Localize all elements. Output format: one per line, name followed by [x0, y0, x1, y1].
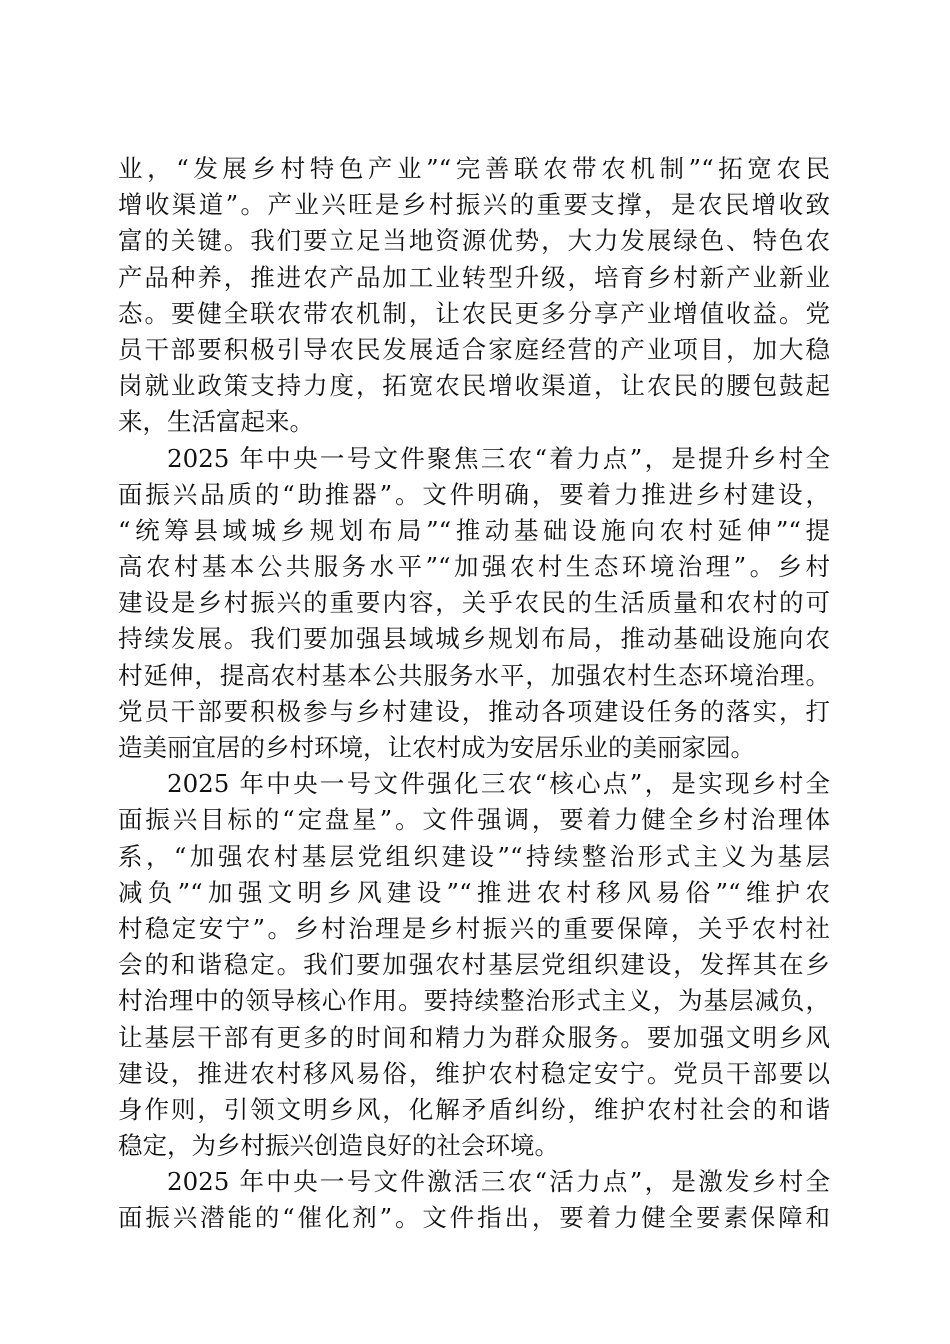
text-line: 面振兴潜能的“催化剂”。文件指出，要着力健全要素保障和 [118, 1203, 830, 1233]
text-line: 让基层干部有更多的时间和精力为群众服务。要加强文明乡风 [118, 1022, 830, 1052]
text-line: 富的关键。我们要立足当地资源优势，大力发展绿色、特色农 [118, 226, 830, 256]
text-line: 2025 年中央一号文件聚焦三农“着力点”，是提升乡村全 [167, 443, 830, 473]
paragraph-vitality [118, 1164, 830, 1236]
text-line: 系，“加强农村基层党组织建设”“持续整治形式主义为基层 [118, 841, 830, 871]
text-line: 2025 年中央一号文件激活三农“活力点”，是激发乡村全 [167, 1167, 830, 1197]
text-line: 岗就业政策支持力度，拓宽农民增收渠道，让农民的腰包鼓起 [118, 371, 830, 401]
text-line: 建设是乡村振兴的重要内容，关乎农民的生活质量和农村的可 [118, 588, 830, 618]
text-line: 来，生活富起来。 [118, 407, 314, 437]
text-line: 村稳定安宁”。乡村治理是乡村振兴的重要保障，关乎农村社 [118, 913, 830, 943]
text-line: 2025 年中央一号文件强化三农“核心点”，是实现乡村全 [167, 769, 830, 799]
text-line: 建设，推进农村移风易俗，维护农村稳定安宁。党员干部要以 [118, 1058, 830, 1088]
text-line: 业，“发展乡村特色产业”“完善联农带农机制”“拓宽农民 [118, 154, 830, 183]
text-line: 村延伸，提高农村基本公共服务水平，加强农村生态环境治理。 [118, 660, 830, 690]
text-line: 面振兴目标的“定盘星”。文件强调，要着力健全乡村治理体 [118, 805, 830, 835]
text-line: “统筹县域城乡规划布局”“推动基础设施向农村延伸”“提 [118, 515, 830, 545]
text-line: 造美丽宜居的乡村环境，让农村成为安居乐业的美丽家园。 [118, 733, 755, 762]
text-line: 高农村基本公共服务水平”“加强农村生态环境治理”。乡村 [118, 552, 830, 582]
text-line: 身作则，引领文明乡风，化解矛盾纠纷，维护农村社会的和谐 [118, 1094, 830, 1124]
text-line: 村治理中的领导核心作用。要持续整治形式主义，为基层减负， [118, 986, 830, 1016]
text-line: 党员干部要积极参与乡村建设，推动各项建设任务的落实，打 [118, 696, 830, 726]
document-body [118, 151, 830, 1237]
text-line: 员干部要积极引导农民发展适合家庭经营的产业项目，加大稳 [118, 334, 830, 364]
paragraph-rural-construction [118, 441, 830, 767]
paragraph-industry [118, 151, 830, 441]
text-line: 态。要健全联农带农机制，让农民更多分享产业增值收益。党 [118, 298, 830, 328]
text-line: 减负”“加强文明乡风建设”“推进农村移风易俗”“维护农 [118, 877, 830, 907]
text-line: 面振兴品质的“助推器”。文件明确，要着力推进乡村建设， [118, 479, 830, 509]
paragraph-rural-governance [118, 766, 830, 1164]
text-line: 稳定，为乡村振兴创造良好的社会环境。 [118, 1131, 559, 1161]
text-line: 产品种养，推进农产品加工业转型升级，培育乡村新产业新业 [118, 262, 830, 292]
text-line: 增收渠道”。产业兴旺是乡村振兴的重要支撑，是农民增收致 [118, 190, 830, 220]
text-line: 会的和谐稳定。我们要加强农村基层党组织建设，发挥其在乡 [118, 950, 830, 980]
text-line: 持续发展。我们要加强县域城乡规划布局，推动基础设施向农 [118, 624, 830, 654]
